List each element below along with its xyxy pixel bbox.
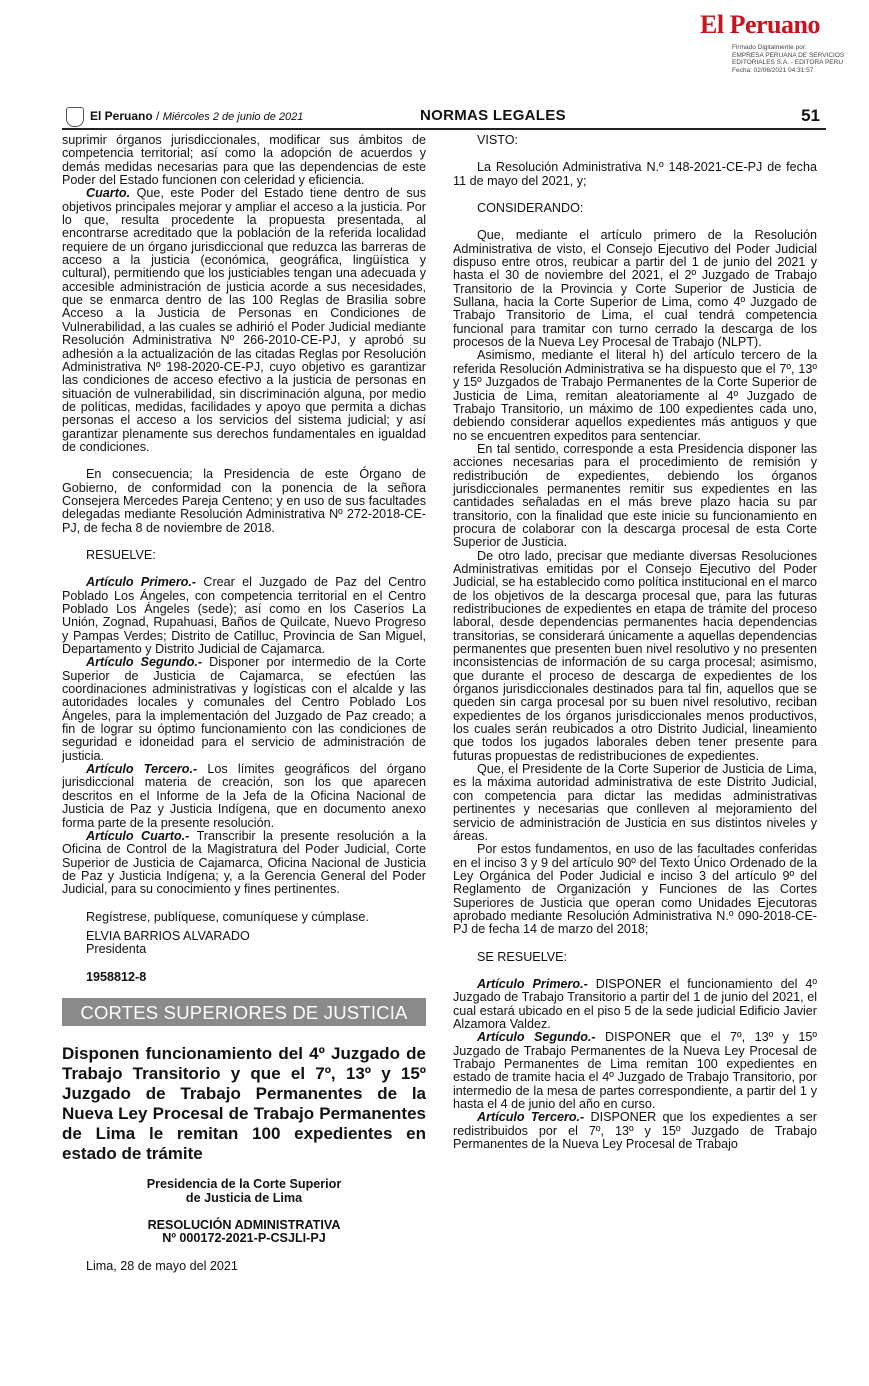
resuelve-heading: RESUELVE:	[86, 547, 156, 562]
header-paper-date: El Peruano / Miércoles 2 de junio de 2021	[90, 109, 304, 123]
digital-signature-block	[732, 44, 862, 74]
resolution-number: Nº 000172-2021-P-CSJLI-PJ	[162, 1231, 326, 1246]
paragraph-text: Que, este Poder del Estado tiene dentro de sus objetivos principales mejorar y ampliar el acceso a la justicia. Por lo que, resulta procedente la propuesta presentada, al encontrarse acreditado que la población de la referida localidad requiere de un órgano jurisdiccional que reduzca las barreras de acceso a la justicia (económica, geográfica, lingüística y cultural), permitiendo que los justiciables tengan una adecuada y accesible administración de justicia acorde a sus necesidades, que se enmarca dentro de las 100 Reglas de Brasilia sobre Acceso a la Justicia de Personas en Condiciones de Vulnerabilidad, a las cuales se adhirió el Poder Judicial mediante Resolución Administrativa Nº 266-2010-CE-PJ, y aprobó su adhesión a la actualización de las citadas Reglas por Resolución Administrativa Nº 198-2020-CE-PJ, cuyo objetivo es garantizar las condiciones de acceso efectivo a la justicia de personas en situación de vulnerabilidad, sin discriminación alguna, por medio de políticas, medidas, facilidades y apoyo que permita a dichas personas el acceso a los servicios del sistema judicial; y así garantizar plenamente sus derechos fundamentales en igualdad de condiciones.	[62, 186, 426, 454]
paragraph: Asimismo, mediante el literal h) del artículo tercero de la referida Resolución Administrativa se ha dispuesto que el 7º, 13º y 15º Juzgados de Trabajo Permanentes de la Corte Superior de Justicia de Lima, remitan aleatoriamente al 4º Juzgado de Trabajo Transitorio, un máximo de 100 expedientes cada uno, debiendo considerar aquellos expedientes más antiguos y que no se encuentren expeditos para sentenciar.	[453, 348, 817, 443]
paragraph: Que, mediante el artículo primero de la Resolución Administrativa de visto, el Consejo Ejecutivo del Poder Judicial dispuso entre otros, reubicar a partir del 1 de junio del 2021 y hasta el 30 de noviembre del 2021, el 2º Juzgado de Trabajo Transitorio de la Provincia y Corte Superior de Justicia de Sullana, hacia la Corte Superior de Lima, como 4º Juzgado de Trabajo Transitorio de Lima, el cual tendrá competencia funcional para tramitar con turno cerrado la descarga de los procesos de la Nueva Ley Procesal de Trabajo (NLPT).	[453, 228, 817, 350]
se-resuelve-heading: SE RESUELVE:	[477, 949, 568, 964]
article-lead: Artículo Tercero.-	[86, 762, 198, 777]
closing-formula: Regístrese, publíquese, comuníquese y cúmplase.	[86, 909, 369, 924]
header-section: NORMAS LEGALES	[420, 107, 566, 124]
article-paragraph	[62, 830, 426, 897]
left-column	[62, 134, 426, 1273]
resolution-title: RESOLUCIÓN ADMINISTRATIVA	[147, 1217, 341, 1232]
header-date: Miércoles 2 de junio de 2021	[162, 111, 304, 123]
article-lead: Artículo Cuarto.-	[86, 828, 190, 843]
signature-line: EMPRESA PERUANA DE SERVICIOS	[732, 51, 845, 59]
article-lead: Artículo Segundo.-	[86, 655, 203, 670]
issuer-line: de Justicia de Lima	[185, 1190, 303, 1205]
article-paragraph	[453, 1111, 817, 1151]
signer-name: ELVIA BARRIOS ALVARADO	[86, 928, 250, 943]
article-text: Disponer por intermedio de la Corte Superior de Justicia de Cajamarca, se efectúen las coordinaciones administrativas y logísticas con el alcalde y las autoridades locales y comunales del Centro Poblado Los Ángeles, para la implementación del Juzgado de Paz creado; a fin de lograr su óptimo funcionamiento con las condiciones de seguridad e idoneidad para el servicio de administración de justicia.	[62, 655, 426, 763]
article-lead: Artículo Primero.-	[477, 976, 588, 991]
el-peruano-logo: El Peruano	[700, 10, 820, 39]
paragraph-lead: Cuarto.	[86, 186, 131, 201]
signature-line: EDITORIALES S.A. - EDITORA PERU	[732, 59, 844, 67]
paragraph: La Resolución Administrativa N.º 148-2021-CE-PJ de fecha 11 de mayo del 2021, y;	[453, 160, 817, 188]
paragraph: Que, el Presidente de la Corte Superior de Justicia de Lima, es la máxima autoridad administrativa de este Distrito Judicial, con competencia para dictar las medidas administrativas pertinentes y necesarias que conlleven al mejoramiento del servicio de administración de Justicia en sus distintos niveles y áreas.	[453, 762, 817, 843]
article-text: Crear el Juzgado de Paz del Centro Poblado Los Ángeles, con competencia territorial en el Centro Poblado Los Ángeles (sede); así como en los Caseríos La Unión, Zognad, Rupahuasi, Baños de Quilcate, Nuevo Progreso y Pampas Verdes; Distrito de Catilluc, Provincia de San Miguel, Departamento y Distrito Judicial de Cajamarca.	[62, 575, 426, 657]
paragraph: En consecuencia; la Presidencia de este Órgano de Gobierno, de conformidad con la ponencia de la señora Consejera Mercedes Pareja Centeno; y en uso de sus facultades delegadas mediante Resolución Administrativa Nº 272-2018-CE-PJ, de fecha 8 de noviembre de 2018.	[62, 467, 426, 535]
considerando-heading: CONSIDERANDO:	[477, 201, 584, 216]
visto-heading: VISTO:	[477, 133, 519, 147]
section-banner: CORTES SUPERIORES DE JUSTICIA	[62, 998, 426, 1026]
article-text: Los límites geográficos del órgano jurisdiccional materia de creación, son los que aparecen descritos en el Informe de la Jefa de la Oficina Nacional de Justicia de Paz y Justicia Indígena, que en documento anexo forma parte de la presente resolución.	[62, 762, 426, 830]
paragraph: En tal sentido, corresponde a esta Presidencia disponer las acciones necesarias para el procedimiento de remisión y redistribución de expedientes, debiendo los órganos jurisdiccionales permanentes remitir sus expedientes en las cantidades señaladas en el más breve plazo hacia su par transitorio, con la finalidad que este inicie su funcionamiento en procura de colaborar con la descarga procesal de esta Corte Superior de Justicia.	[453, 441, 817, 550]
signature-line: Fecha: 02/06/2021 04:31:57	[732, 66, 814, 74]
right-column	[453, 134, 817, 1151]
article-paragraph	[453, 978, 817, 1031]
paragraph: De otro lado, precisar que mediante diversas Resoluciones Administrativas emitidas por el Consejo Ejecutivo del Poder Judicial, se ha establecido como política institucional en el marco de los objetivos de la descarga procesal que, para las futuras redistribuciones de expedientes en etapa de trámite del proceso laboral, desde dependencias permanentes hacia dependencias transitorias, se considerará únicamente a aquellas dependencias permanentes que presenten buen nivel resolutivo y no presenten inconsistencias de información de su carga procesal; asimismo, que durante el proceso de descarga de expedientes de los órganos jurisdiccionales destinados para tal fin, aquellos que se queden sin carga procesal por su buen nivel resolutivo, reciban expedientes de los órganos jurisdiccionales menos productivos, los cuales serán reubicados a otro Distrito Judicial, lineamiento que todos los jugados laborales deben tener presente para futuras propuestas de redistribuciones de expedientes.	[453, 548, 817, 763]
header-paper-name: El Peruano	[90, 109, 153, 123]
signer-role: Presidenta	[86, 942, 147, 957]
article-text: DISPONER que los expedientes a ser redistribuidos por el 7º, 13º y 15º Juzgado de Trabajo Permanentes de la Nueva Ley Procesal de Trabajo	[453, 1110, 817, 1152]
coat-of-arms-icon	[66, 107, 84, 127]
article-lead: Artículo Primero.-	[86, 575, 197, 590]
article-paragraph	[62, 763, 426, 830]
publication-code: 1958812-8	[86, 969, 147, 984]
article-lead: Artículo Tercero.-	[477, 1110, 585, 1125]
paragraph: Por estos fundamentos, en uso de las facultades conferidas en el inciso 3 y 9 del artículo 90º del Texto Único Ordenado de la Ley Orgánica del Poder Judicial e inciso 3 del artículo 9º del Reglamento de Organización y Funciones de las Cortes Superiores de Justicia que operan como Unidades Ejecutoras aprobado mediante Resolución Administrativa N.º 090-2018-CE-PJ de fecha 14 de marzo del 2018;	[453, 842, 817, 937]
signature-line: Firmado Digitalmente por:	[732, 44, 807, 51]
paragraph	[62, 187, 426, 454]
article-paragraph	[62, 576, 426, 656]
page-number: 51	[801, 106, 820, 125]
place-date: Lima, 28 de mayo del 2021	[86, 1258, 238, 1273]
running-header	[62, 106, 826, 130]
issuer-line: Presidencia de la Corte Superior	[146, 1177, 342, 1192]
article-text: DISPONER el funcionamiento del 4º Juzgado de Trabajo Transitorio a partir del 1 de junio del 2021, el cual estará ubicado en el piso 5 de la sede judicial Edificio Javier Alzamora Valdez.	[453, 976, 817, 1031]
article-headline: Disponen funcionamiento del 4º Juzgado de Trabajo Transitorio y que el 7º, 13º y 15º Juzgado de Trabajo Permanentes de la Nueva Ley Procesal de Trabajo Permanentes de Lima le remitan 100 expedientes en estado de trámite	[62, 1044, 426, 1164]
article-paragraph	[453, 1031, 817, 1111]
article-paragraph	[62, 656, 426, 763]
article-text: DISPONER que el 7º, 13º y 15º Juzgado de Trabajo Permanentes de la Nueva Ley Procesal de Trabajo Permanentes de Lima remitan 100 expedientes en estado de tramite hacia el 4º Juzgado de Trabajo Transitorio, por intermedio de la mesa de partes correspondiente, a partir del 1 y hasta el 4 de junio del año en curso.	[453, 1030, 817, 1112]
article-text: Transcribir la presente resolución a la Oficina de Control de la Magistratura del Poder Judicial, Corte Superior de Justicia de Cajamarca, Oficina Nacional de Justicia de Paz y Justicia Indígena; y, a la Gerencia General del Poder Judicial, para su conocimiento y fines pertinentes.	[62, 828, 426, 897]
article-lead: Artículo Segundo.-	[477, 1030, 596, 1045]
paragraph: suprimir órganos jurisdiccionales, modificar sus ámbitos de competencia territorial; así como la adopción de acuerdos y demás medidas necesarias para que las dependencias de este Poder del Estado funcionen con celeridad y eficiencia.	[62, 133, 426, 188]
